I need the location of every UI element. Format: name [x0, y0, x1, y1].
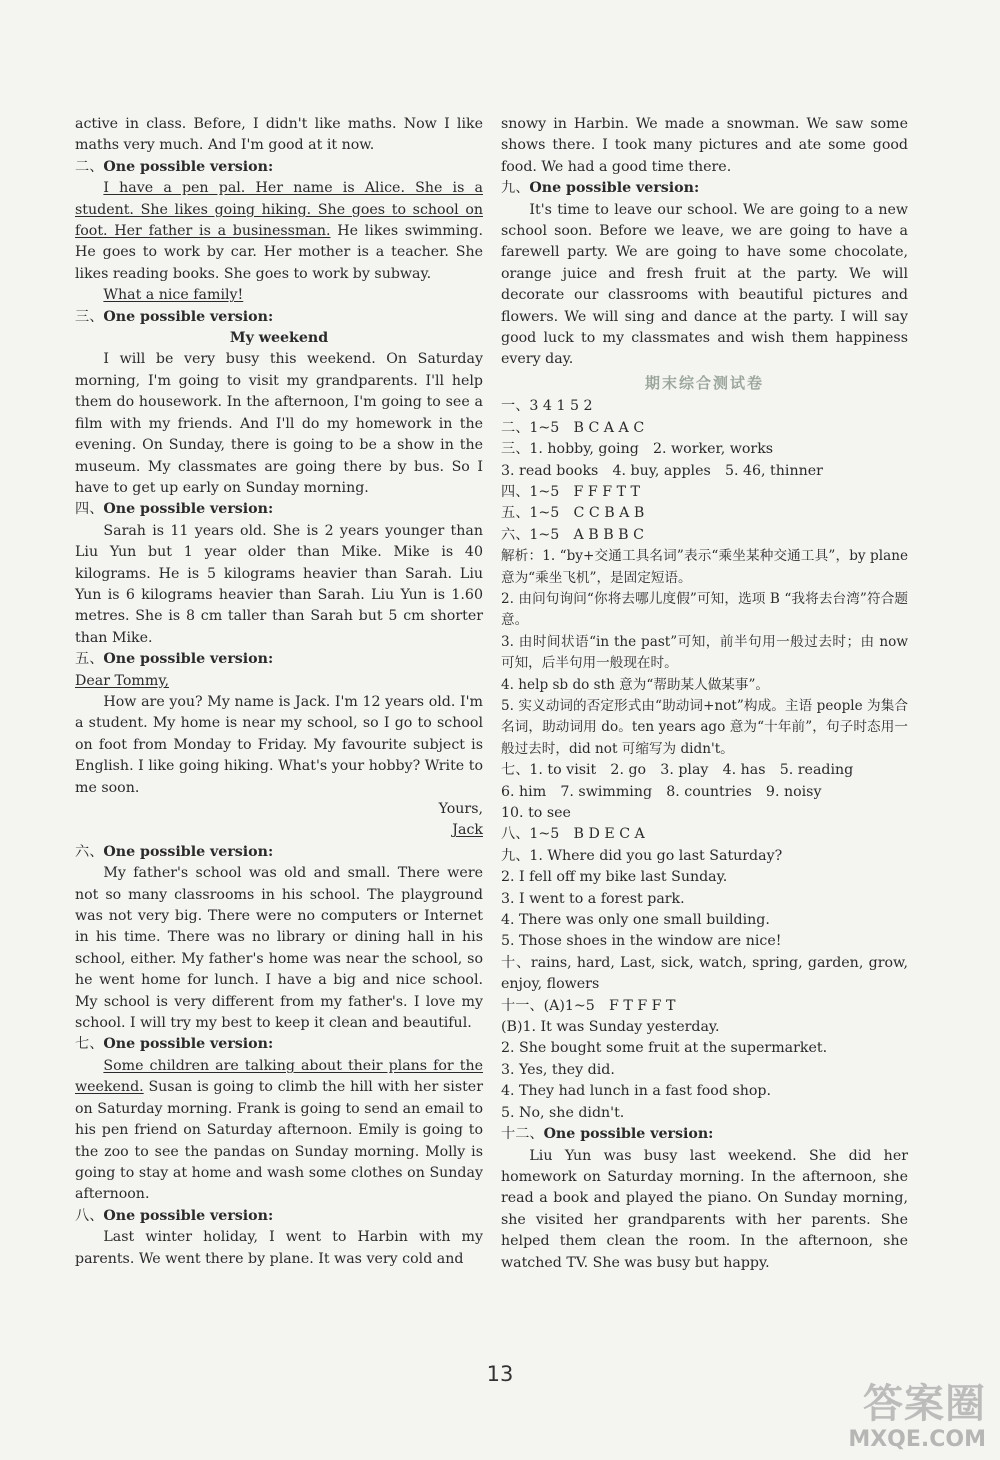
section-heading: 六、One possible version: — [75, 843, 274, 860]
answer-line: 十、rains, hard, Last, sick, watch, spring, garden, grow, enjoy, flowers — [501, 954, 908, 993]
underlined-text: What a nice family! — [103, 287, 244, 304]
answer-line: 4. They had lunch in a fast food shop. — [501, 1083, 771, 1100]
paragraph: Last winter holiday, I went to Harbin with my parents. We went there by plane. It was very cold and — [75, 1229, 483, 1267]
answer-line: 十一、(A)1~5 F T F F T — [501, 997, 676, 1014]
exam-title: 期末综合测试卷 — [644, 373, 764, 392]
paragraph: How are you? My name is Jack. I'm 12 years old. I'm a student. My home is near my school, so I go to school on foot from Monday to Friday. My favourite subject is English. I like going hiking. What's your hobby? Write to me soon. — [75, 693, 483, 796]
answer-line: 2. I fell off my bike last Sunday. — [501, 869, 728, 886]
section-heading: 四、One possible version: — [75, 501, 274, 518]
answer-line: 5. Those shoes in the window are nice! — [501, 933, 782, 950]
explanation-line: 2. 由问句询问“你将去哪儿度假”可知，选项 B “我将去台湾”符合题意。 — [501, 590, 908, 629]
answer-line: 八、1~5 B D E C A — [501, 826, 645, 843]
answer-line: 五、1~5 C C B A B — [501, 505, 645, 522]
underlined-text: I have a pen pal. Her name is Alice. She is a student. She likes going hiking. She goes to school on foot. Her father is a businessman. — [75, 180, 483, 240]
section-heading: 八、One possible version: — [75, 1207, 274, 1224]
answer-line: 5. No, she didn't. — [501, 1104, 625, 1121]
section-heading: 九、One possible version: — [501, 180, 700, 197]
underlined-text: Some children are talking about their plans for the weekend. — [75, 1057, 483, 1096]
paragraph: snowy in Harbin. We made a snowman. We saw some shows there. I took many pictures and ate some good food. We had a good time there. — [501, 116, 908, 175]
answer-line: 4. There was only one small building. — [501, 912, 770, 929]
answer-line: 2. She bought some fruit at the supermarket. — [501, 1040, 828, 1057]
answer-line: 6. him 7. swimming 8. countries 9. noisy — [501, 783, 822, 800]
right-column — [501, 114, 908, 1274]
watermark-text: 答案圈 — [863, 1381, 986, 1427]
explanation-line: 4. help sb do sth 意为“帮助某人做某事”。 — [501, 676, 770, 693]
paragraph: I will be very busy this weekend. On Saturday morning, I'm going to visit my grandparents. I'll help them do housework. In the afternoon, I'm going to see a film with my friends. And I'll do my homework in the evening. On Sunday, there is going to be a show in the museum. My classmates are going there by bus. So I have to get up early on Sunday morning. — [75, 351, 483, 496]
explanation-line: 3. 由时间状语“in the past”可知，前半句用一般过去时；由 now 可知，后半句用一般现在时。 — [501, 633, 908, 672]
watermark-logo — [836, 1372, 986, 1452]
section-heading: 二、One possible version: — [75, 158, 274, 175]
page-number: 13 — [486, 1362, 514, 1386]
answer-line: 10. to see — [501, 805, 571, 821]
answer-line: 六、1~5 A B B B C — [501, 526, 644, 543]
paragraph: My father's school was old and small. There were not so many classrooms in his school. The playground was not very big. There were no computers or Internet in his time. There was no library or dining hall in his school, either. My father's home was near the school, so he went home for lunch. I have a big and nice school. My school is very different from my father's. I love my school. I will try my best to keep it clean and beautiful. — [75, 865, 483, 1032]
answer-line: 三、1. hobby, going 2. worker, works — [501, 441, 774, 458]
answer-line: 四、1~5 F F F T T — [501, 483, 641, 500]
paragraph: Sarah is 11 years old. She is 2 years younger than Liu Yun but 1 year older than Mike. Mike is 40 kilograms. He is 5 kilograms heavier than Sarah. Liu Yun is 6 kilograms heavier than Sarah. Liu Yun is 1.60 metres. She is 8 cm taller than Sarah but 5 cm shorter than Mike. — [75, 522, 483, 646]
answer-line: 一、3 4 1 5 2 — [501, 398, 593, 415]
paragraph: It's time to leave our school. We are going to a new school soon. Before we leave, we are going to have a farewell party. We are going to have some chocolate, orange juice and fresh fruit at the party. We will decorate our classrooms with beautiful pictures and flowers. We will sing and dance at the party. I will say good luck to my classmates and wish them happiness every day. — [501, 201, 908, 368]
letter-closing: Yours, — [438, 801, 483, 817]
answer-line: 二、1~5 B C A A C — [501, 419, 645, 436]
paragraph: I have a pen pal. Her name is Alice. She is a student. She likes going hiking. She goes to school on foot. Her father is a businessman. He likes swimming. He goes to work by car. Her mother is a teacher. She likes reading books. She goes to work by subway. — [75, 180, 483, 282]
explanation-line: 5. 实义动词的否定形式由“助动词+not”构成。主语 people 为集合名词，助动词用 do。ten years ago 意为“十年前”，句子时态用一般过去时，did not 可缩写为 didn't。 — [501, 697, 908, 757]
paragraph: active in class. Before, I didn't like maths. Now I like maths very much. And I'm good at it now. — [75, 116, 483, 154]
left-column — [75, 114, 483, 1270]
letter-signature: Jack — [452, 822, 483, 839]
explanation-line: 解析：1. “by+交通工具名词”表示“乘坐某种交通工具”，by plane 意为“乘坐飞机”，是固定短语。 — [501, 548, 908, 586]
section-heading: 三、One possible version: — [75, 308, 274, 325]
watermark-url: MXQE.COM — [848, 1427, 986, 1452]
answer-line: 七、1. to visit 2. go 3. play 4. has 5. reading — [501, 762, 854, 779]
answer-line: 3. read books 4. buy, apples 5. 46, thinner — [501, 462, 823, 479]
answer-line: 3. I went to a forest park. — [501, 890, 685, 907]
section-heading: 五、One possible version: — [75, 651, 274, 668]
paragraph: Liu Yun was busy last weekend. She did her homework on Saturday morning. In the afternoon, she read a book and played the piano. On Sunday morning, she visited her grandparents with her parents. She helped them clean the room. In the afternoon, she watched TV. She was busy but happy. — [501, 1147, 908, 1271]
answer-line: 九、1. Where did you go last Saturday? — [501, 847, 783, 864]
answer-line: (B)1. It was Sunday yesterday. — [501, 1019, 720, 1036]
paragraph: Some children are talking about their plans for the weekend. Susan is going to climb the hill with her sister on Saturday morning. Frank is going to send an email to his pen friend on Saturday afternoon. Emily is going to the zoo to see the pandas on Sunday morning. Molly is going to stay at home and wash some clothes on Sunday afternoon. — [75, 1057, 483, 1203]
section-heading: 七、One possible version: — [75, 1036, 274, 1053]
essay-title: My weekend — [229, 330, 329, 347]
letter-greeting: Dear Tommy, — [75, 672, 169, 689]
section-heading: 十二、One possible version: — [501, 1126, 714, 1143]
answer-line: 3. Yes, they did. — [501, 1061, 615, 1078]
paragraph — [75, 285, 483, 306]
